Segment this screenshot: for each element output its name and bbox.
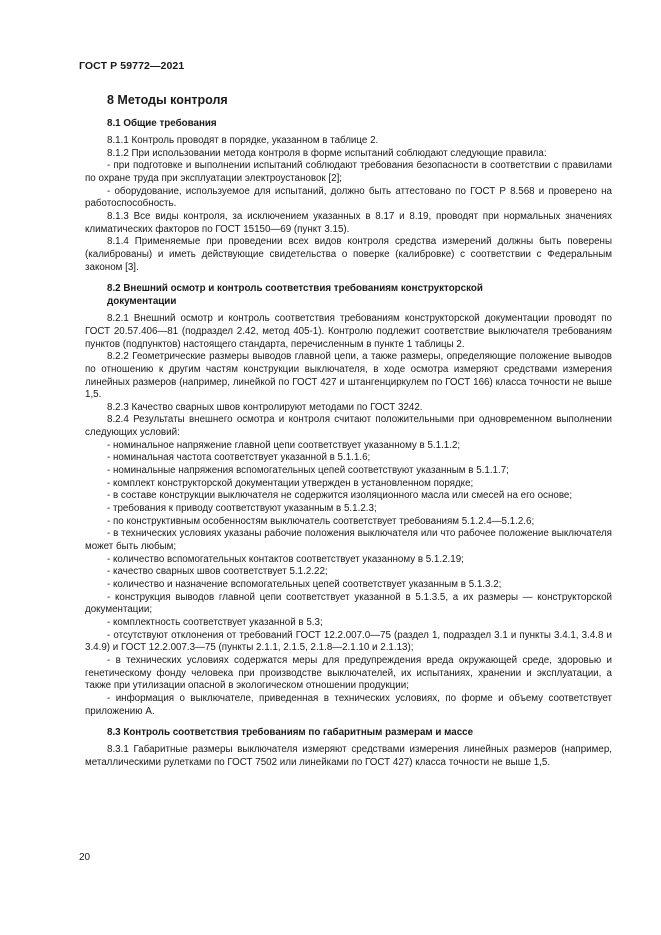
list-item: - номинальное напряжение главной цепи соответствует указанному в 5.1.1.2; (107, 439, 461, 451)
list-item: - номинальная частота соответствует указанной в 5.1.1.6; (107, 452, 371, 464)
list-item: - информация о выключателе, приведенная в технических условиях, по форме и объему соответствует приложению А. (85, 692, 612, 717)
subsection-title-8-2 (107, 282, 612, 308)
subsection-title-8-3: 8.3 Контроль соответствия требованиям по габаритным размерам и массе (107, 727, 474, 739)
paragraph: - при подготовке и выполнении испытаний соблюдают требования безопасности в соответствии с правилами по охране труда при эксплуатации электроустановок [2]; (85, 160, 612, 184)
list-item: - по конструктивным особенностям выключатель соответствует требованиям 5.1.2.4—5.1.2.6; (107, 515, 535, 527)
list-item: - в составе конструкции выключателя не содержится изоляционного масла или смесей на его основе; (107, 490, 573, 502)
paragraph: 8.2.2 Геометрические размеры выводов главной цепи, а также размеры, определяющие положение выводов по отношению к другим частям конструкции выключателя, в ходе осмотра измеряют средствами измерения линейных размеров (например, линейкой по ГОСТ 427 и штангенциркулем по ГОСТ 166) класса точности не выше 1,5. (85, 351, 612, 401)
list-item: - отсутствуют отклонения от требований ГОСТ 12.2.007.0—75 (раздел 1, подраздел 3.1 и пункты 3.4.1, 3.4.8 и 3.4.9) и ГОСТ 12.2.007.3—75 (пункты 2.1.1, 2.1.5, 2.1.8—2.1.10 и 2.1.13); (85, 629, 612, 654)
list-item: - номинальные напряжения вспомогательных цепей соответствуют указанным в 5.1.1.7; (107, 465, 509, 477)
list-item: - комплектность соответствует указанной в 5.3; (107, 616, 323, 628)
subsection-title-line: 8.2 Внешний осмотр и контроль соответствия требованиям конструкторской (107, 283, 483, 295)
paragraph: 8.2.1 Внешний осмотр и контроль соответствия требованиям конструкторской документации проводят по ГОСТ 20.57.406—81 (подраздел 2.42, метод 405-1). Контролю подлежит соответствие выключателя требованиям пунктов (подпунктов) настоящего стандарта, перечисленным в пункте 1 таблицы 2. (85, 313, 612, 350)
paragraph: - оборудование, используемое для испытаний, должно быть аттестовано по ГОСТ Р 8.568 и проверено на работоспособность. (85, 185, 612, 210)
list-item: - требования к приводу соответствуют указанным в 5.1.2.3; (107, 503, 377, 515)
paragraph: 8.1.2 При использовании метода контроля в форме испытаний соблюдают следующие правила: (107, 147, 547, 159)
list-item: - комплект конструкторской документации утвержден в установленном порядке; (107, 477, 474, 489)
list-item: - в технических условиях содержатся меры для предупреждения вреда окружающей среде, здоровью и генетическому фонду человека при производстве выключателей, их испытаниях, хранении и эксплуатации, а также при утилизации опасной в экологическом отношении продукции; (85, 654, 612, 692)
list-item: - количество и назначение вспомогательных цепей соответствует указанным в 5.1.3.2; (107, 579, 502, 590)
paragraph: 8.1.3 Все виды контроля, за исключением указанных в 8.17 и 8.19, проводят при нормальных значениях климатических факторов по ГОСТ 15150—69 (пункт 3.15). (85, 210, 612, 235)
subsection-title-8-1: 8.1 Общие требования (107, 118, 217, 129)
paragraph: 8.1.4 Применяемые при проведении всех видов контроля средства измерений должны быть поверены (калиброваны) и иметь действующие свидетельства о поверке (калибровке) с соответствии с Федеральным законом [3]. (85, 236, 612, 273)
section-title: 8 Методы контроля (107, 93, 228, 107)
page-number: 20 (79, 852, 91, 863)
list-item: - в технических условиях указаны рабочие положения выключателя или что рабочее положение выключателя может быть любым; (85, 528, 612, 553)
subsection-title-line: документации (107, 296, 177, 308)
document-id: ГОСТ Р 59772—2021 (79, 60, 185, 72)
list-item: - количество вспомогательных контактов соответствует указанному в 5.1.2.19; (107, 553, 464, 565)
list-item: - конструкция выводов главной цепи соответствует указанной в 5.1.3.5, а их размеры — конструкторской документации; (85, 591, 612, 616)
paragraph: 8.1.1 Контроль проводят в порядке, указанном в таблице 2. (107, 135, 379, 146)
paragraph: 8.2.4 Результаты внешнего осмотра и контроля считают положительными при одновременном выполнении следующих условий: (85, 414, 612, 439)
subsection-body-8-3 (85, 744, 612, 769)
subsection-body-8-2 (85, 313, 612, 718)
paragraph: 8.2.3 Качество сварных швов контролируют методами по ГОСТ 3242. (107, 401, 423, 413)
subsection-body-8-1 (85, 135, 612, 274)
list-item: - качество сварных швов соответствует 5.1.2.22; (107, 566, 328, 578)
paragraph: 8.3.1 Габаритные размеры выключателя измеряют средствами измерения линейных размеров (например, металлическими рулетками по ГОСТ 7502 или линейками по ГОСТ 427) класса точности не выше 1,5. (85, 744, 612, 768)
page-content (85, 92, 612, 770)
